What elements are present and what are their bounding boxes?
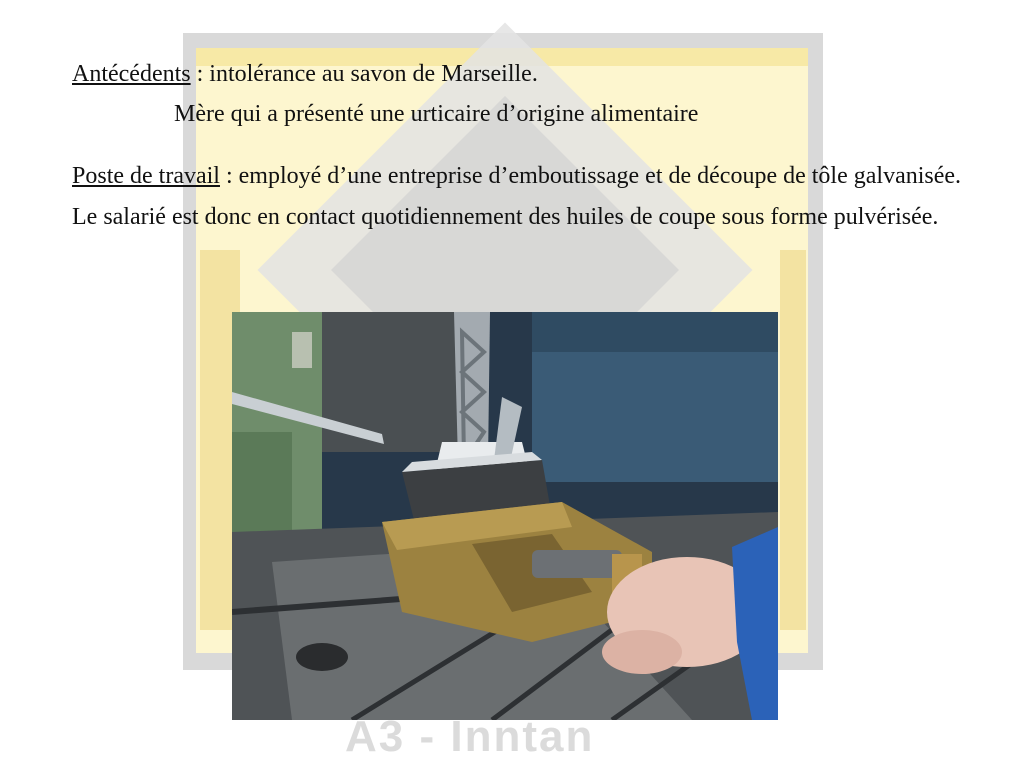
poste-label: Poste de travail — [72, 163, 220, 189]
antecedents-line-2: Mère qui a présenté une urticaire d’origine alimentaire — [174, 101, 699, 127]
poste-paragraph — [72, 156, 972, 237]
drill-press-illustration — [232, 312, 778, 720]
workplace-photo — [232, 312, 778, 720]
antecedents-line — [72, 54, 538, 94]
background-side-right — [780, 250, 806, 630]
antecedents-label: Antécédents — [72, 61, 191, 87]
antecedents-text: : intolérance au savon de Marseille. — [190, 61, 538, 87]
watermark-text: A3 - Inntan — [345, 712, 595, 761]
poste-text: : employé d’une entreprise d’emboutissage et de découpe de tôle galvanisée. Le salarié est donc en contact quotidiennement des huiles de coupe sous forme pulvérisée. — [72, 163, 962, 230]
